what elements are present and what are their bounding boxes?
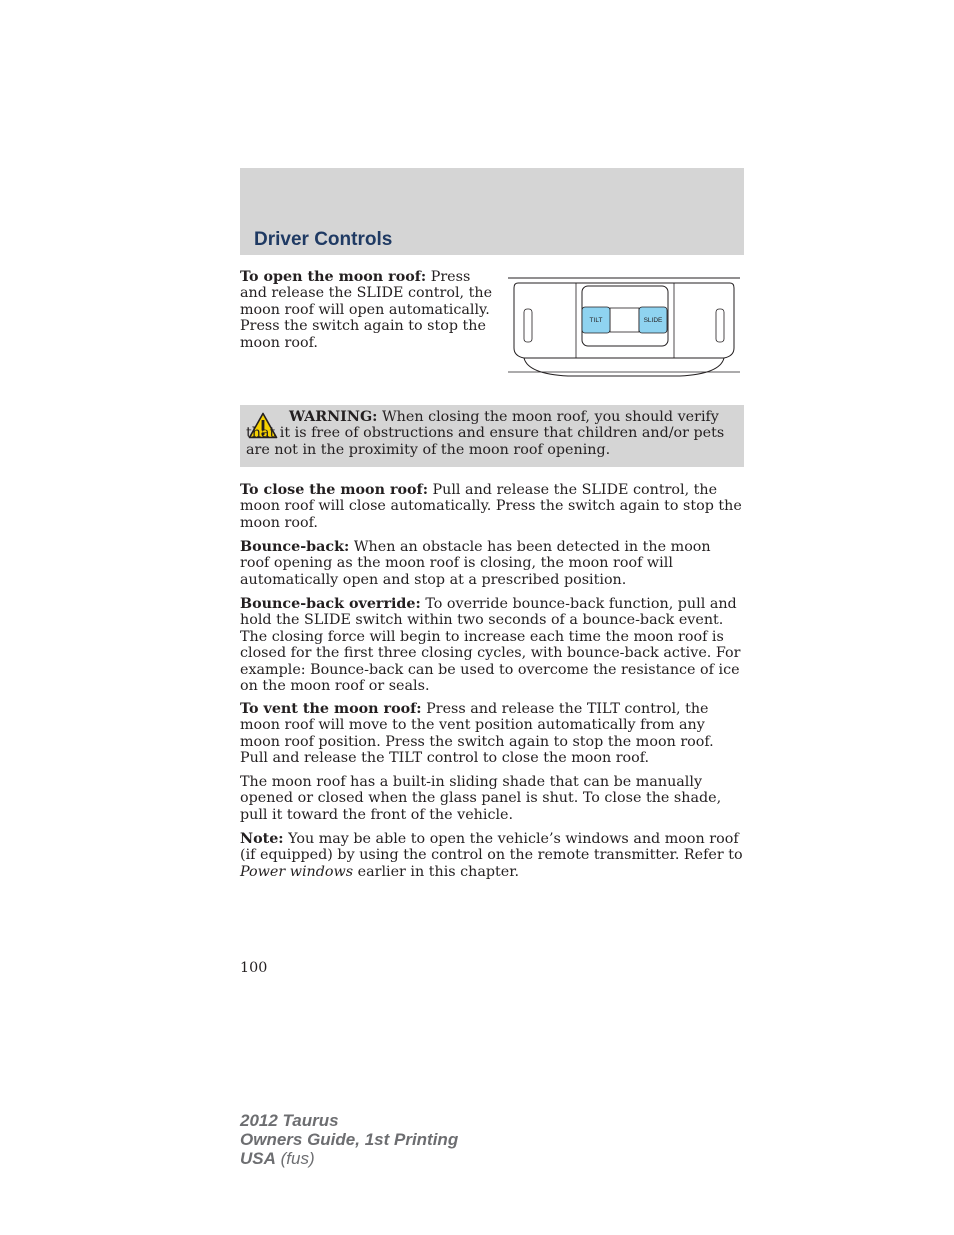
bounce-back-text: When an obstacle has been detected in the moon roof opening as the moon roof is closing, the moon roof will automatically open and stop at a prescribed position. <box>240 539 711 588</box>
warning-text <box>240 409 742 458</box>
warning-body: When closing the moon roof, you should verify that it is free of obstructions and ensure that children and/or pets are not in the proximity of the moon roof opening. <box>246 409 725 458</box>
open-moon-roof-paragraph <box>240 269 498 351</box>
footer-region <box>240 1149 458 1168</box>
open-moon-roof-label: To open the moon roof: <box>240 269 427 285</box>
vent-moon-roof-paragraph <box>240 701 744 767</box>
footer-region-main: USA <box>240 1149 276 1168</box>
close-moon-roof-label: To close the moon roof: <box>240 482 428 498</box>
warning-box <box>240 405 744 467</box>
bounce-back-override-label: Bounce-back override: <box>240 596 421 612</box>
slide-label: SLIDE <box>643 317 663 324</box>
note-paragraph <box>240 831 744 880</box>
vent-moon-roof-label: To vent the moon roof: <box>240 701 422 717</box>
footer-model: 2012 Taurus <box>240 1111 339 1130</box>
note-label: Note: <box>240 831 284 847</box>
warning-label: WARNING: <box>289 409 378 425</box>
bounce-back-paragraph <box>240 539 744 588</box>
close-moon-roof-paragraph <box>240 482 744 531</box>
note-text-before: You may be able to open the vehicle’s windows and moon roof (if equipped) by using the control on the remote transmitter. Refer to <box>240 831 743 864</box>
moon-roof-control-illustration <box>508 276 740 382</box>
footer-publication-info <box>240 1111 458 1168</box>
chapter-header-band <box>240 168 744 255</box>
bounce-back-override-text: To override bounce-back function, pull and hold the SLIDE switch within two seconds of a bounce-back event. The closing force will begin to increase each time the moon roof is closed for the first three closing cycles, with bounce-back active. For example: Bounce-back can be used to overcome the resistance of ice on the moon roof or seals. <box>240 596 741 695</box>
power-windows-reference: Power windows <box>240 863 354 880</box>
footer-guide: Owners Guide, 1st Printing <box>240 1130 459 1149</box>
page-number: 100 <box>240 960 268 976</box>
bounce-back-override-paragraph <box>240 596 744 694</box>
sliding-shade-text: The moon roof has a built-in sliding shade that can be manually opened or closed when the glass panel is shut. To close the shade, pull it toward the front of the vehicle. <box>240 774 722 823</box>
open-moon-roof-text: Press and release the SLIDE control, the moon roof will open automatically. Press the switch again to stop the moon roof. <box>240 269 493 351</box>
bounce-back-label: Bounce-back: <box>240 539 350 555</box>
note-text-after: earlier in this chapter. <box>353 863 520 880</box>
chapter-title: Driver Controls <box>254 229 393 250</box>
close-moon-roof-text: Pull and release the SLIDE control, the moon roof will close automatically. Press the switch again to stop the moon roof. <box>240 482 742 531</box>
footer-region-code: (fus) <box>275 1149 315 1168</box>
vent-moon-roof-text: Press and release the TILT control, the moon roof will move to the vent position automatically from any moon roof position. Press the switch again to stop the moon roof. Pull and release the TILT control to close the moon roof. <box>240 701 714 767</box>
sliding-shade-paragraph <box>240 774 744 823</box>
tilt-label: TILT <box>589 317 603 324</box>
